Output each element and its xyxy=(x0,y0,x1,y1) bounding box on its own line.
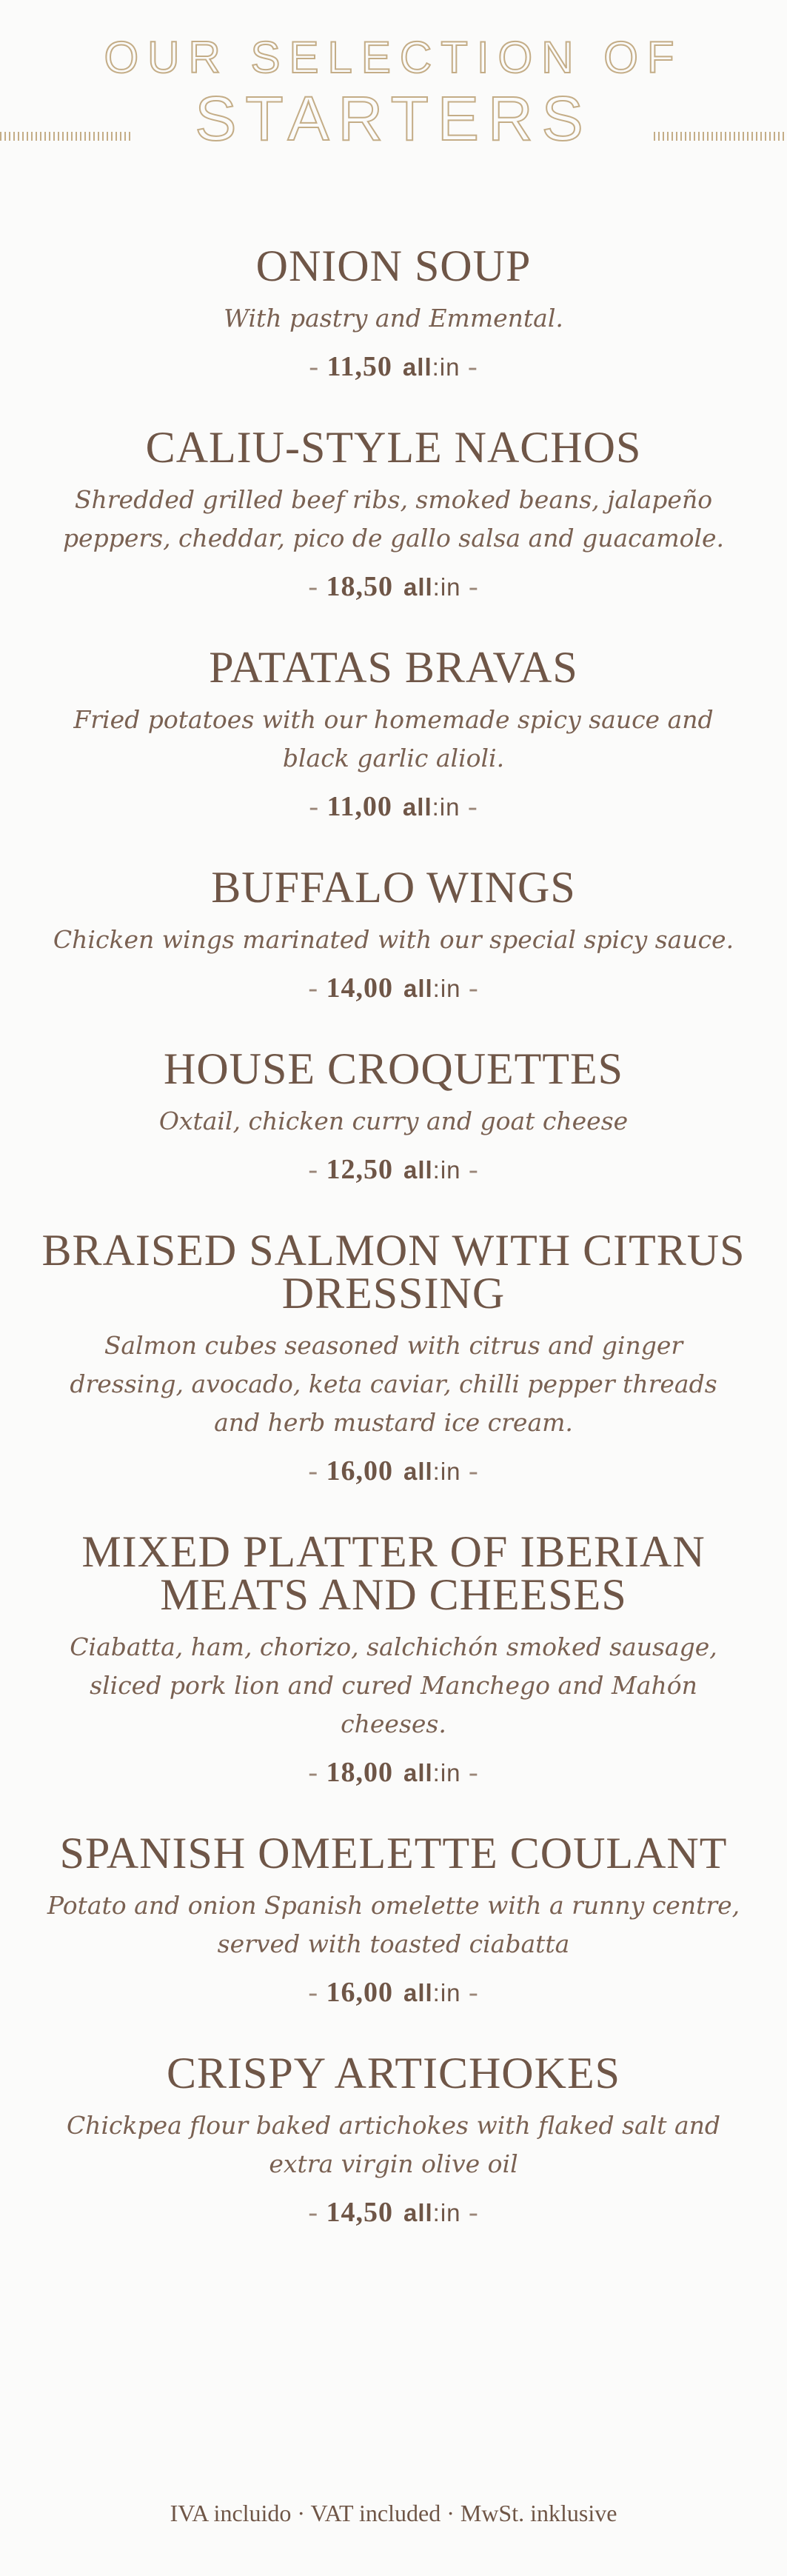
brand-in: in xyxy=(440,1458,461,1485)
item-title: CALIU-STYLE NACHOS xyxy=(145,423,642,472)
menu-header xyxy=(0,0,787,170)
brand-in: in xyxy=(440,1979,461,2006)
item-description: Chicken wings marinated with our special spicy sauce. xyxy=(53,925,734,954)
brand-sep: : xyxy=(432,353,440,381)
item-price: - 18,00 all:in - xyxy=(308,1757,479,1788)
brand-sep: : xyxy=(432,573,441,601)
brand-sep: : xyxy=(432,1156,441,1184)
item-price: - 16,00 all:in - xyxy=(308,1977,479,2008)
item-description: Shredded grilled beef ribs, smoked beans, jalapeño peppers, cheddar, pico de gallo salsa and guacamole. xyxy=(62,485,725,553)
price-value: 11,00 xyxy=(326,791,392,822)
item-description: Fried potatoes with our homemade spicy sauce and black garlic alioli. xyxy=(73,705,714,773)
tax-notice: IVA incluido · VAT included · MwSt. inklusive xyxy=(170,2500,617,2526)
item-title: ONION SOUP xyxy=(255,241,532,290)
item-title: CRISPY ARTICHOKES xyxy=(167,2049,620,2098)
menu-item xyxy=(0,2049,787,2232)
brand-sep: : xyxy=(432,975,441,1002)
item-price: - 11,50 all:in - xyxy=(309,351,478,382)
brand-in: in xyxy=(439,353,461,381)
item-description: Salmon cubes seasoned with citrus and ginger dressing, avocado, keta caviar, chilli pepper threads and herb mustard ice cream. xyxy=(70,1331,717,1437)
menu-item xyxy=(0,863,787,1007)
price-value: 14,50 xyxy=(326,2197,393,2228)
item-title: BUFFALO WINGS xyxy=(211,863,576,912)
item-description: Potato and onion Spanish omelette with a runny centre, served with toasted ciabatta xyxy=(47,1891,740,1958)
price-value: 11,50 xyxy=(326,351,392,382)
price-value: 18,50 xyxy=(326,571,393,602)
menu-item xyxy=(0,241,787,386)
item-title: HOUSE CROQUETTES xyxy=(163,1044,623,1093)
item-description: Chickpea flour baked artichokes with flaked salt and extra virgin olive oil xyxy=(66,2111,721,2178)
brand-sep: : xyxy=(432,793,440,821)
brand-in: in xyxy=(440,573,461,601)
menu-item xyxy=(0,643,787,826)
menu-item xyxy=(0,1829,787,2012)
item-price: - 18,50 all:in - xyxy=(308,571,479,602)
item-price: - 16,00 all:in - xyxy=(308,1455,479,1486)
item-price: - 11,00 all:in - xyxy=(309,791,478,822)
brand-all: all xyxy=(403,1759,433,1786)
menu-item xyxy=(0,1044,787,1189)
brand-in: in xyxy=(440,1759,461,1786)
item-price: - 14,50 all:in - xyxy=(308,2197,479,2228)
brand-all: all xyxy=(403,1979,433,2006)
item-price: - 14,00 all:in - xyxy=(308,972,479,1004)
menu-item xyxy=(0,1527,787,1792)
brand-all: all xyxy=(402,793,432,821)
brand-all: all xyxy=(403,975,433,1002)
price-value: 18,00 xyxy=(326,1757,393,1788)
menu-item xyxy=(0,423,787,606)
item-description: Ciabatta, ham, chorizo, salchichón smoked sausage, sliced pork lion and cured Manchego and Mahón cheeses. xyxy=(70,1632,717,1738)
brand-sep: : xyxy=(432,1759,441,1786)
price-value: 12,50 xyxy=(326,1154,393,1185)
brand-in: in xyxy=(440,2199,461,2226)
price-value: 14,00 xyxy=(326,972,393,1004)
item-title: PATATAS BRAVAS xyxy=(209,643,578,692)
brand-in: in xyxy=(439,793,461,821)
brand-all: all xyxy=(402,353,432,381)
price-value: 16,00 xyxy=(326,1977,393,2008)
brand-all: all xyxy=(403,1156,433,1184)
brand-sep: : xyxy=(432,2199,441,2226)
brand-all: all xyxy=(403,2199,433,2226)
starters-list xyxy=(0,241,787,2232)
right-decorative-rule xyxy=(654,132,787,141)
item-title: BRAISED SALMON WITH CITRUS DRESSING xyxy=(41,1226,746,1318)
left-decorative-rule xyxy=(0,132,133,141)
brand-sep: : xyxy=(432,1458,441,1485)
menu-item xyxy=(0,1226,787,1490)
heading-our-selection-of: OUR SELECTION OF xyxy=(104,33,683,82)
price-value: 16,00 xyxy=(326,1455,393,1486)
item-title: SPANISH OMELETTE COULANT xyxy=(59,1829,728,1878)
item-description: Oxtail, chicken curry and goat cheese xyxy=(158,1107,629,1135)
heading-starters: STARTERS xyxy=(195,84,592,153)
brand-in: in xyxy=(440,975,461,1002)
brand-all: all xyxy=(403,1458,433,1485)
brand-all: all xyxy=(403,573,433,601)
brand-sep: : xyxy=(432,1979,441,2006)
brand-in: in xyxy=(440,1156,461,1184)
item-title: MIXED PLATTER OF IBERIAN MEATS AND CHEESES xyxy=(81,1527,706,1619)
item-price: - 12,50 all:in - xyxy=(308,1154,479,1185)
item-description: With pastry and Emmental. xyxy=(224,304,563,333)
